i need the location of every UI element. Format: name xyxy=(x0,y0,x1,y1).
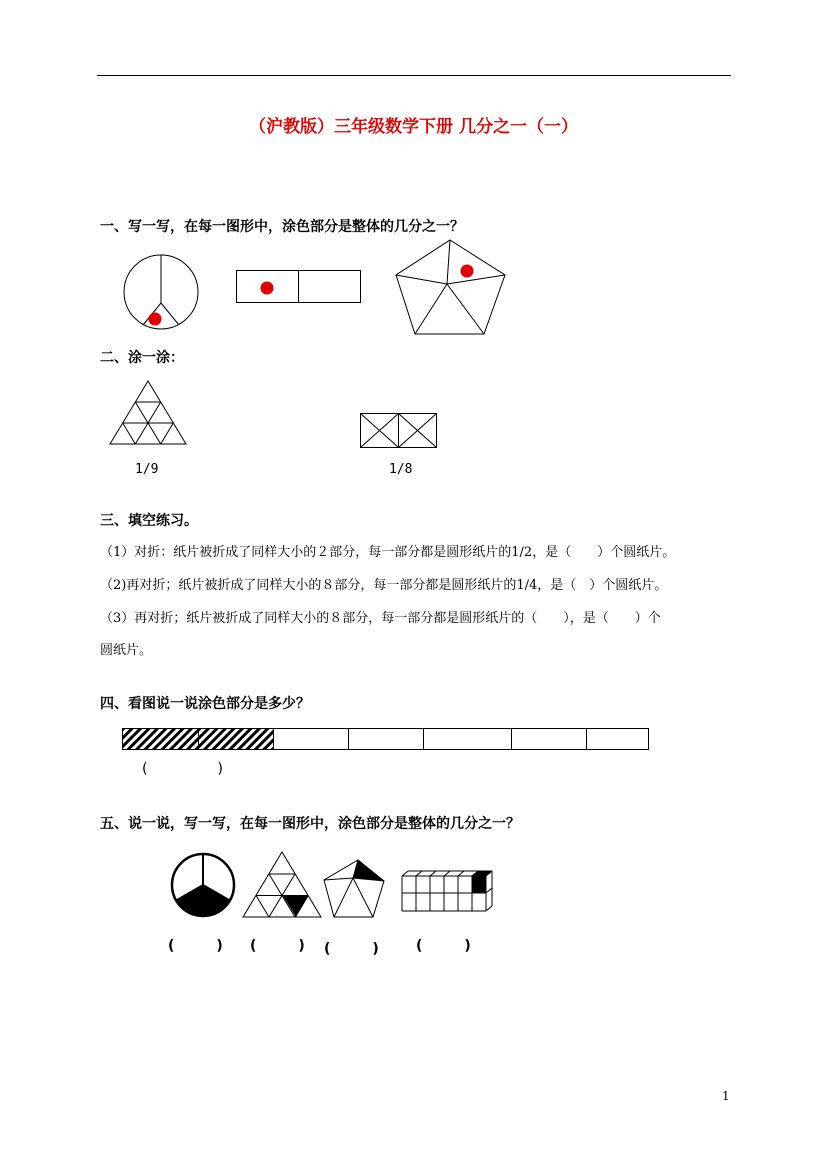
pentagon-figure xyxy=(392,238,514,338)
exercise-line-2: （2)再对折；纸片被折成了同样大小的８部分，每一部分都是圆形纸片的1/4，是（ ）个圆纸片。 xyxy=(100,578,668,593)
strip-shaded-cell xyxy=(123,729,198,750)
red-dot-icon xyxy=(461,265,474,278)
fraction-one-eighth: 1/8 xyxy=(389,462,413,477)
strip-answer-blank: ( ) xyxy=(142,761,223,777)
section1-heading: 一、写一写，在每一图形中，涂色部分是整体的几分之一？ xyxy=(100,219,464,235)
triangle-grid-figure xyxy=(110,380,190,448)
strip-shaded-cell xyxy=(198,729,273,750)
crossed-rectangle-figure xyxy=(360,413,440,451)
answer-blank-blocks: ( ) xyxy=(416,938,471,954)
exercise-line-3: （3）再对折；纸片被折成了同样大小的８部分，每一部分都是圆形纸片的（ ），是（ ）个 xyxy=(100,611,661,626)
fraction-strip xyxy=(122,728,652,752)
answer-blank-pentagon: ( ) xyxy=(324,941,379,957)
circle-figure xyxy=(118,250,204,334)
red-dot-icon xyxy=(149,313,162,326)
answer-blank-triangle: ( ) xyxy=(250,938,305,954)
exercise-line-1: （1）对折：纸片被折成了同样大小的２部分，每一部分都是圆形纸片的1/2，是（ ）个圆纸片。 xyxy=(100,545,676,560)
section4-heading: 四、看图说一说涂色部分是多少？ xyxy=(100,696,310,712)
shaded-triangle-figure xyxy=(243,851,325,921)
shaded-pentagon-figure xyxy=(322,858,388,922)
header-rule xyxy=(97,75,731,76)
exercise-line-4: 圆纸片。 xyxy=(100,643,153,658)
page-number: 1 xyxy=(722,1089,730,1103)
rectangle-figure xyxy=(236,270,364,306)
section2-heading: 二、涂一涂： xyxy=(100,350,184,366)
answer-blank-circle: ( ) xyxy=(168,938,223,954)
section3-heading: 三、填空练习。 xyxy=(100,513,198,529)
red-dot-icon xyxy=(261,282,274,295)
page-title: （沪教版）三年级数学下册 几分之一（一） xyxy=(249,117,578,137)
shaded-cube-blocks-figure xyxy=(400,870,500,914)
shaded-circle-figure xyxy=(170,852,240,922)
fraction-one-ninth: 1/9 xyxy=(135,462,159,477)
section5-heading: 五、说一说，写一写，在每一图形中，涂色部分是整体的几分之一？ xyxy=(100,816,520,832)
